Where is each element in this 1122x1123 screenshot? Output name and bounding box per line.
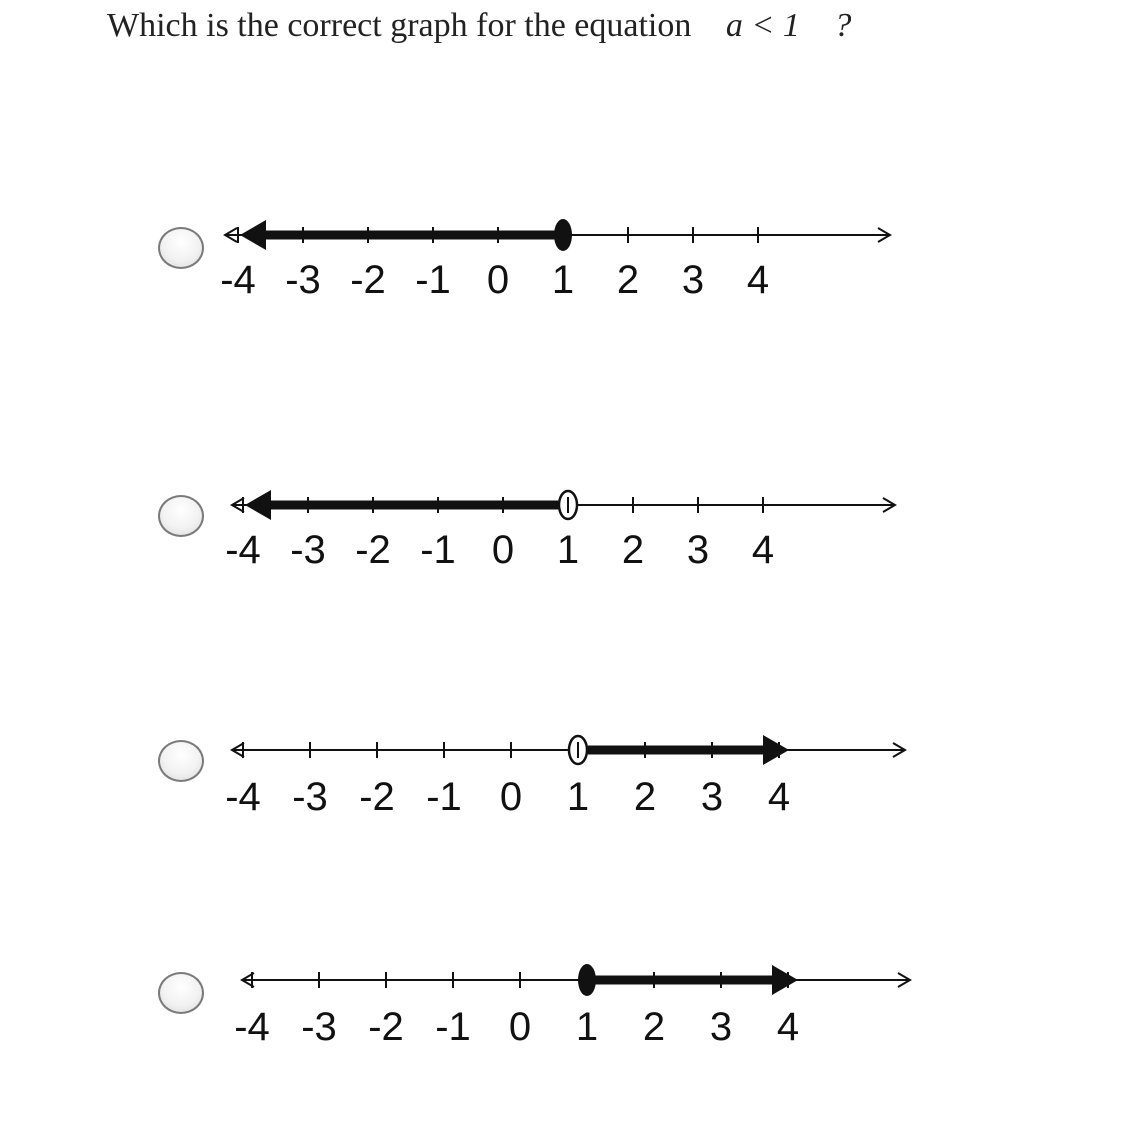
tick-label: 1 (556, 528, 580, 572)
tick-label: 1 (566, 775, 590, 819)
tick-label: -4 (234, 1005, 270, 1049)
tick-label: 2 (616, 258, 640, 302)
tick-label: -3 (292, 775, 328, 819)
tick-label: -2 (368, 1005, 404, 1049)
tick-label: -4 (225, 775, 261, 819)
question-mark: ? (834, 7, 852, 44)
number-line (150, 930, 930, 1050)
question-text (107, 4, 851, 48)
tick-label: 2 (642, 1005, 666, 1049)
tick-label: 1 (551, 258, 575, 302)
question-math: a < 1 (725, 7, 800, 44)
tick-label: 0 (499, 775, 523, 819)
tick-label: 3 (681, 258, 705, 302)
tick-label: 0 (491, 528, 515, 572)
tick-label: 0 (486, 258, 510, 302)
tick-label: 3 (686, 528, 710, 572)
ray-arrowhead (763, 735, 789, 765)
tick-label: -3 (301, 1005, 337, 1049)
tick-label: 3 (700, 775, 724, 819)
question-prompt: Which is the correct graph for the equation (107, 7, 692, 44)
number-line (150, 700, 930, 820)
closed-endpoint (578, 964, 596, 996)
tick-label: 3 (709, 1005, 733, 1049)
tick-label: 2 (621, 528, 645, 572)
tick-label: -2 (359, 775, 395, 819)
tick-label: 4 (767, 775, 791, 819)
closed-endpoint (554, 219, 572, 251)
tick-label: -2 (355, 528, 391, 572)
tick-label: 0 (508, 1005, 532, 1049)
tick-label: -2 (350, 258, 386, 302)
ray-arrowhead (772, 965, 798, 995)
tick-label: -3 (285, 258, 321, 302)
number-line (150, 185, 930, 305)
tick-label: -1 (426, 775, 462, 819)
tick-label: 2 (633, 775, 657, 819)
ray-arrowhead (245, 490, 271, 520)
number-line (150, 455, 930, 575)
tick-label: -1 (420, 528, 456, 572)
tick-label: -3 (290, 528, 326, 572)
tick-label: 4 (776, 1005, 800, 1049)
tick-label: 1 (575, 1005, 599, 1049)
tick-label: 4 (751, 528, 775, 572)
tick-label: -1 (415, 258, 451, 302)
answer-option-3[interactable] (150, 700, 930, 820)
tick-label: -1 (435, 1005, 471, 1049)
answer-option-2[interactable] (150, 455, 930, 575)
tick-label: -4 (220, 258, 256, 302)
tick-label: 4 (746, 258, 770, 302)
answer-option-1[interactable] (150, 185, 930, 305)
tick-label: -4 (225, 528, 261, 572)
ray-arrowhead (240, 220, 266, 250)
answer-option-4[interactable] (150, 930, 930, 1050)
